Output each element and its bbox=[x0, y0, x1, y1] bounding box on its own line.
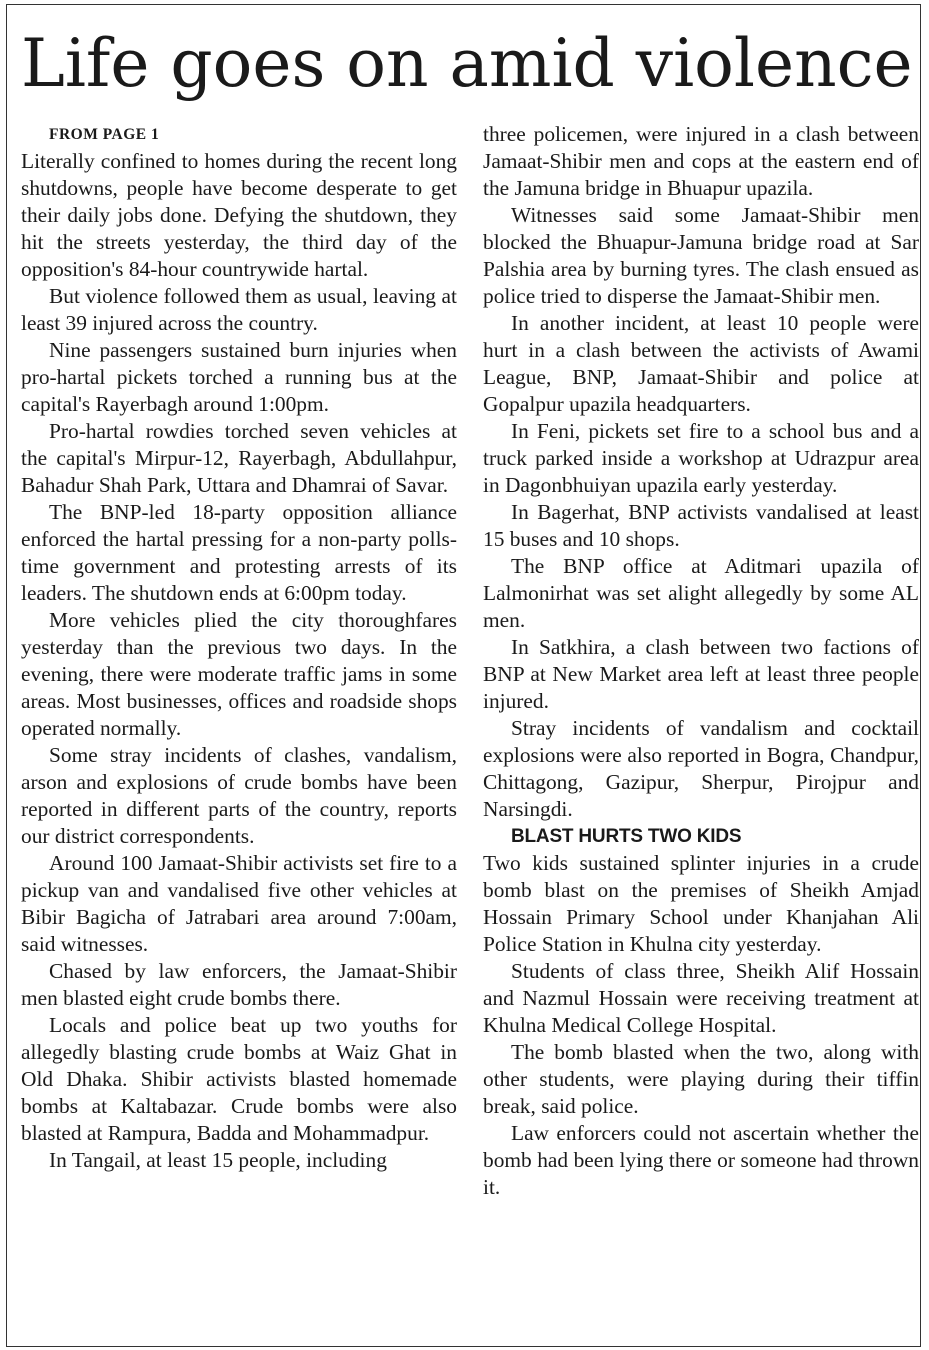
paragraph: Students of class three, Sheikh Alif Hossain and Nazmul Hossain were receiving treatment at Khulna Medical College Hospital. bbox=[483, 959, 919, 1037]
paragraph: The BNP office at Aditmari upazila of Lalmonirhat was set alight allegedly by some AL men. bbox=[483, 554, 919, 632]
right-column bbox=[483, 121, 919, 1201]
paragraph: The BNP-led 18-party opposition alliance enforced the hartal pressing for a non-party polls-time government and protesting arrests of its leaders. The shutdown ends at 6:00pm today. bbox=[21, 500, 457, 605]
subhead: BLAST HURTS TWO KIDS bbox=[511, 826, 742, 847]
paragraph: Literally confined to homes during the recent long shutdowns, people have become desperate to get their daily jobs done. Defying the shutdown, they hit the streets yesterday, the third day of the opposition's 84-hour countrywide hartal. bbox=[21, 149, 457, 281]
left-column bbox=[21, 121, 457, 1174]
paragraph-continued: three policemen, were injured in a clash between Jamaat-Shibir men and cops at the eastern end of the Jamuna bridge in Bhuapur upazila. bbox=[483, 122, 919, 200]
paragraph: The bomb blasted when the two, along with other students, were playing during their tiffin break, said police. bbox=[483, 1040, 919, 1118]
paragraph: In Feni, pickets set fire to a school bus and a truck parked inside a workshop at Udrazpur area in Dagonbhuiyan upazila early yesterday. bbox=[483, 419, 919, 497]
paragraph: Nine passengers sustained burn injuries when pro-hartal pickets torched a running bus at the capital's Rayerbagh around 1:00pm. bbox=[21, 338, 457, 416]
paragraph: But violence followed them as usual, leaving at least 39 injured across the country. bbox=[21, 284, 457, 335]
paragraph: Around 100 Jamaat-Shibir activists set fire to a pickup van and vandalised five other vehicles at Bibir Bagicha of Jatrabari area around 7:00am, said witnesses. bbox=[21, 851, 457, 956]
paragraph: Stray incidents of vandalism and cocktail explosions were also reported in Bogra, Chandpur, Chittagong, Gazipur, Sherpur, Pirojpur and Narsingdi. bbox=[483, 716, 919, 821]
paragraph: Locals and police beat up two youths for allegedly blasting crude bombs at Waiz Ghat in Old Dhaka. Shibir activists blasted homemade bombs at Kaltabazar. Crude bombs were also blasted at Rampura, Badda and Mohammadpur. bbox=[21, 1013, 457, 1145]
paragraph: Law enforcers could not ascertain whether the bomb had been lying there or someone had thrown it. bbox=[483, 1121, 919, 1199]
paragraph: Some stray incidents of clashes, vandalism, arson and explosions of crude bombs have been reported in different parts of the country, reports our district correspondents. bbox=[21, 743, 457, 848]
kicker: FROM PAGE 1 bbox=[49, 126, 160, 143]
paragraph: In another incident, at least 10 people were hurt in a clash between the activists of Awami League, BNP, Jamaat-Shibir and police at Gopalpur upazila headquarters. bbox=[483, 311, 919, 416]
news-clipping bbox=[6, 4, 921, 1347]
paragraph: In Bagerhat, BNP activists vandalised at least 15 buses and 10 shops. bbox=[483, 500, 919, 551]
paragraph: In Tangail, at least 15 people, including bbox=[49, 1148, 387, 1172]
paragraph: In Satkhira, a clash between two factions of BNP at New Market area left at least three people injured. bbox=[483, 635, 919, 713]
paragraph: Two kids sustained splinter injuries in a crude bomb blast on the premises of Sheikh Amjad Hossain Primary School under Khanjahan Ali Police Station in Khulna city yesterday. bbox=[483, 851, 919, 956]
paragraph: More vehicles plied the city thoroughfares yesterday than the previous two days. In the evening, there were moderate traffic jams in some areas. Most businesses, offices and roadside shops operated normally. bbox=[21, 608, 457, 740]
paragraph: Witnesses said some Jamaat-Shibir men blocked the Bhuapur-Jamuna bridge road at Sar Palshia area by burning tyres. The clash ensued as police tried to disperse the Jamaat-Shibir men. bbox=[483, 203, 919, 308]
paragraph: Chased by law enforcers, the Jamaat-Shibir men blasted eight crude bombs there. bbox=[21, 959, 457, 1010]
paragraph: Pro-hartal rowdies torched seven vehicles at the capital's Mirpur-12, Rayerbagh, Abdullahpur, Bahadur Shah Park, Uttara and Dhamrai of Savar. bbox=[21, 419, 457, 497]
headline: Life goes on amid violence bbox=[21, 25, 913, 102]
